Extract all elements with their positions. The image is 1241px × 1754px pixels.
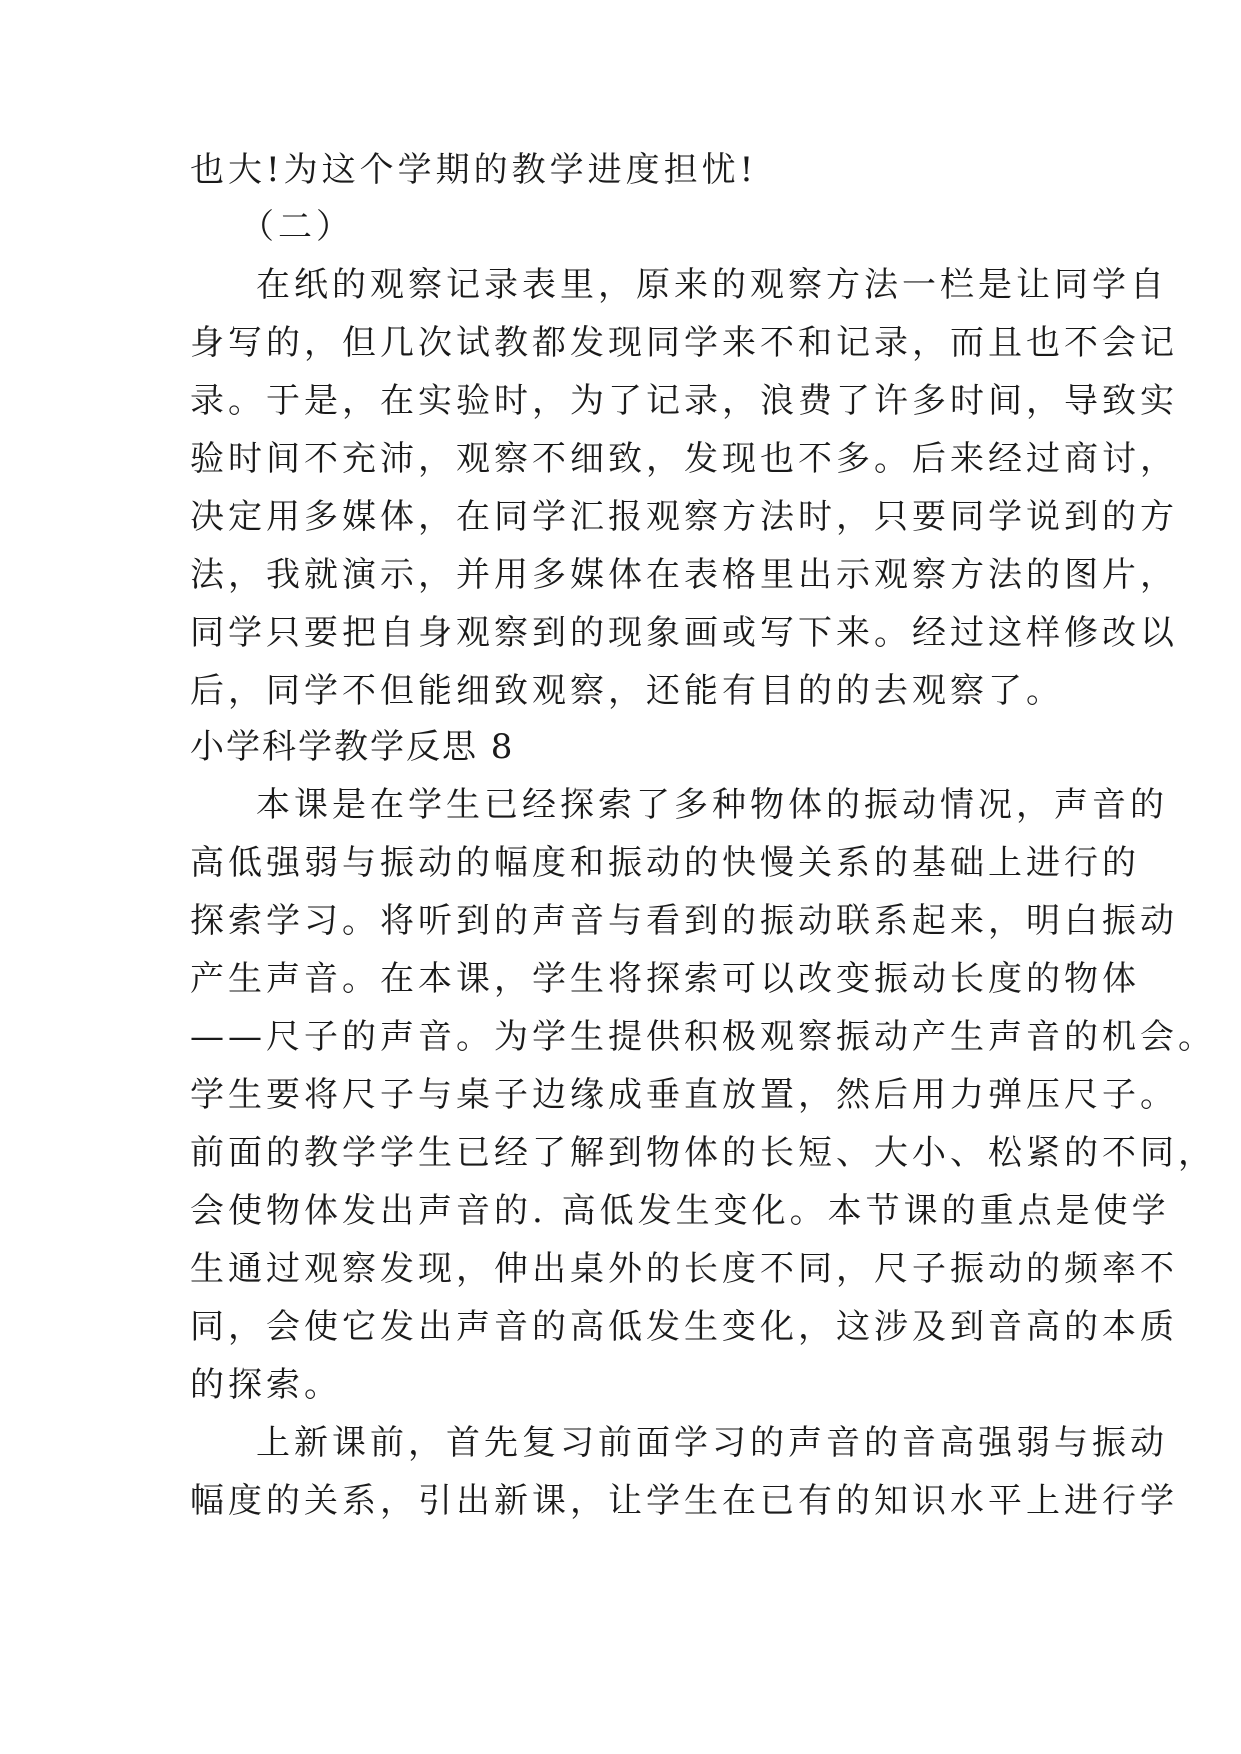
text-line: 前面的教学学生已经了解到物体的长短、大小、松紧的不同， [190, 1133, 1216, 1173]
text-line: 高低强弱与振动的幅度和振动的快慢关系的基础上进行的 [190, 843, 1140, 883]
text-line: 同，会使它发出声音的高低发生变化，这涉及到音高的本质 [190, 1307, 1178, 1347]
text-line: 也大!为这个学期的教学进度担忧! [190, 150, 758, 190]
text-line: 录。于是，在实验时，为了记录，浪费了许多时间，导致实 [190, 381, 1178, 421]
text-line: 会使物体发出声音的. 高低发生变化。本节课的重点是使学 [190, 1191, 1170, 1231]
text-line: ——尺子的声音。为学生提供积极观察振动产生声音的机会。 [190, 1017, 1216, 1057]
text-line: 幅度的关系，引出新课，让学生在已有的知识水平上进行学 [190, 1481, 1178, 1521]
text-line: 身写的，但几次试教都发现同学来不和记录，而且也不会记 [190, 323, 1178, 363]
section-heading: 小学科学教学反思 8 [190, 727, 515, 767]
paragraph-first-line: 本课是在学生已经探索了多种物体的振动情况，声音的 [256, 785, 1168, 825]
text-line: 探索学习。将听到的声音与看到的振动联系起来，明白振动 [190, 901, 1178, 941]
text-line: 的探索。 [190, 1365, 342, 1405]
paragraph-first-line: 在纸的观察记录表里，原来的观察方法一栏是让同学自 [256, 265, 1168, 305]
paragraph-first-line: 上新课前，首先复习前面学习的声音的音高强弱与振动 [256, 1423, 1168, 1463]
text-line: 同学只要把自身观察到的现象画或写下来。经过这样修改以 [190, 613, 1178, 653]
text-line: 决定用多媒体，在同学汇报观察方法时，只要同学说到的方 [190, 497, 1178, 537]
text-line: 验时间不充沛，观察不细致，发现也不多。后来经过商讨， [190, 439, 1178, 479]
text-line: 生通过观察发现，伸出桌外的长度不同，尺子振动的频率不 [190, 1249, 1178, 1289]
text-line: 后，同学不但能细致观察，还能有目的的去观察了。 [190, 671, 1064, 711]
text-line: 法，我就演示，并用多媒体在表格里出示观察方法的图片， [190, 555, 1178, 595]
text-line: 产生声音。在本课，学生将探索可以改变振动长度的物体 [190, 959, 1140, 999]
section-number: （二） [240, 207, 354, 247]
text-line: 学生要将尺子与桌子边缘成垂直放置，然后用力弹压尺子。 [190, 1075, 1178, 1115]
